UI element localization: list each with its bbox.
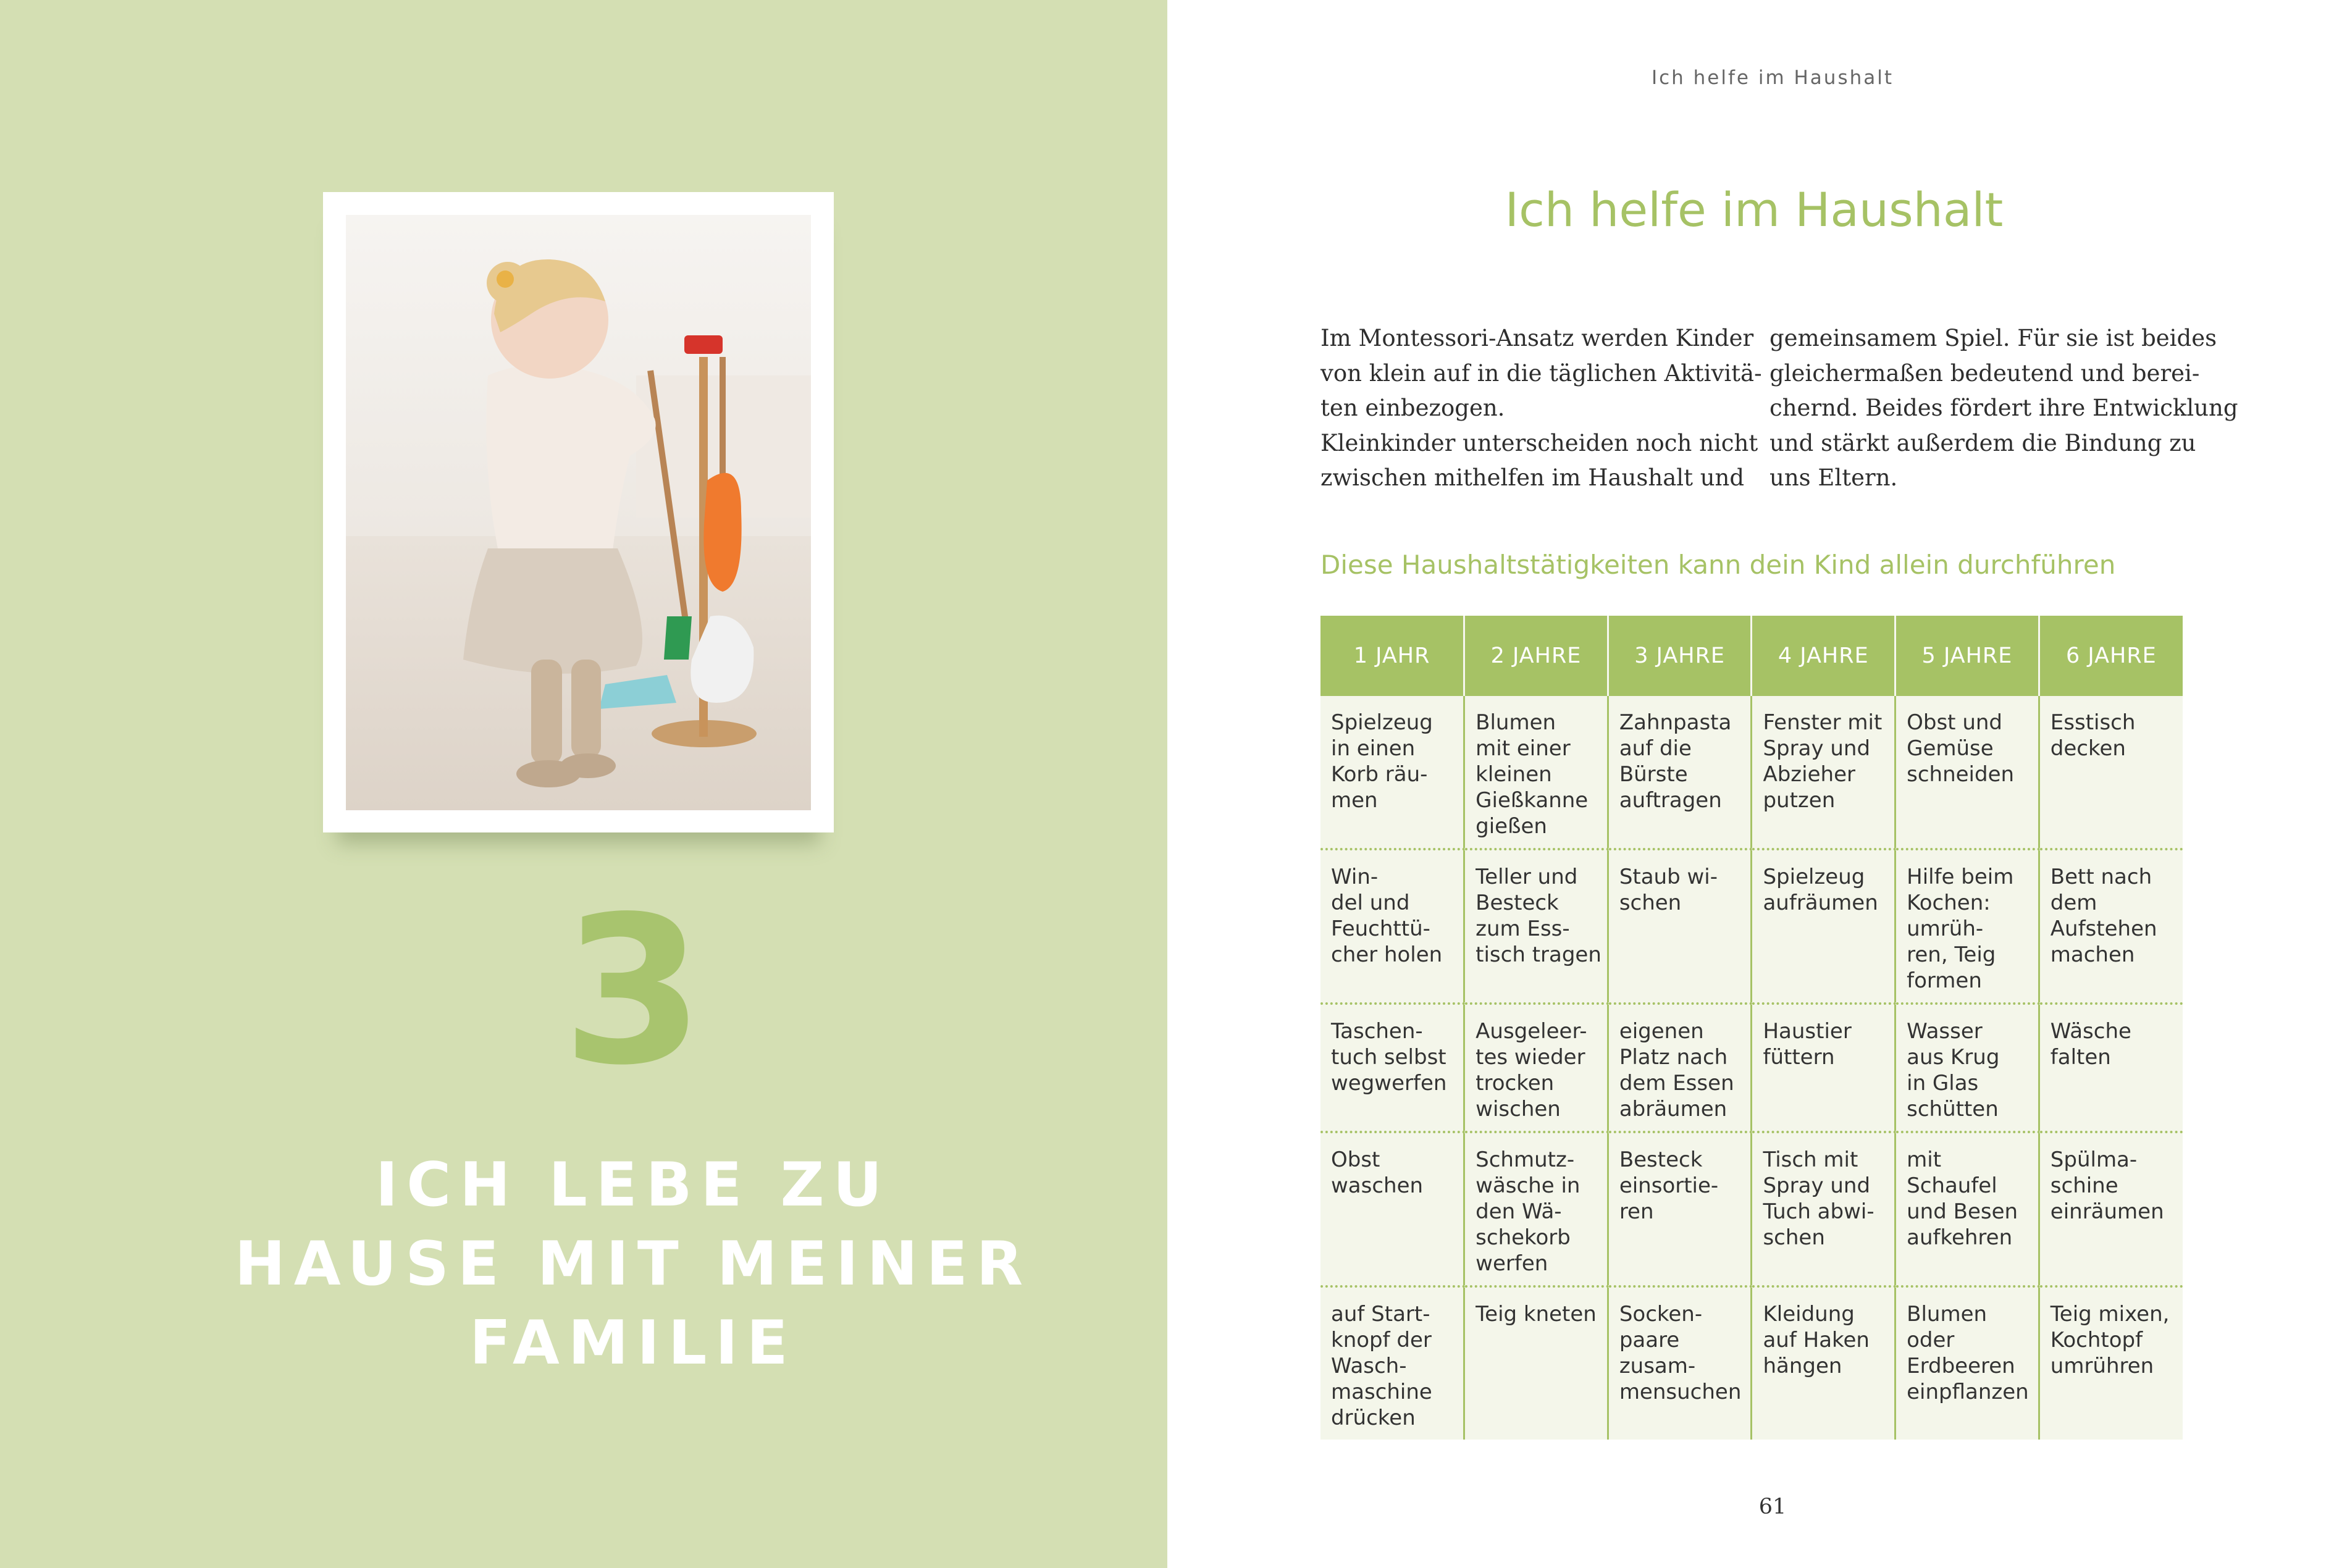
cell-line: zum Ess- (1476, 916, 1570, 941)
cell-line: Kleidung (1763, 1302, 1855, 1327)
page-heading: Ich helfe im Haushalt (1505, 182, 2004, 237)
cell-line: Tisch mit (1763, 1147, 1858, 1172)
table-cell (1320, 696, 1464, 849)
cell-line: drücken (1331, 1406, 1416, 1430)
cell-line: Besteck (1619, 1147, 1703, 1172)
cell-line: Teig mixen, (2050, 1302, 2170, 1327)
table-cell (1464, 1004, 1608, 1132)
cell-line: Spielzeug (1331, 710, 1433, 735)
intro-line: und stärkt außerdem die Bindung zu (1769, 429, 2196, 456)
cell-line: Wasch- (1331, 1354, 1407, 1378)
cell-line: waschen (1331, 1173, 1424, 1198)
cell-line: maschine (1331, 1380, 1432, 1404)
table-cell (1608, 1004, 1752, 1132)
table-cell (1895, 849, 2039, 1004)
cell-line: tes wieder (1476, 1045, 1585, 1070)
cell-line: in einen (1331, 736, 1416, 761)
photo-child-with-cleaning-set (346, 215, 811, 810)
running-head: Ich helfe im Haushalt (1651, 67, 1894, 89)
cell-line: Win- (1331, 865, 1379, 889)
cell-line: werfen (1476, 1251, 1548, 1276)
table-cell (2039, 696, 2183, 849)
cell-line: putzen (1763, 788, 1836, 813)
chapter-number: 3 (562, 873, 704, 1110)
cell-line: knopf der (1331, 1328, 1432, 1352)
cell-line: Haustier (1763, 1019, 1852, 1044)
cell-line: Erdbeeren (1907, 1354, 2015, 1378)
photo-frame (323, 192, 834, 832)
cell-line: paare (1619, 1328, 1680, 1352)
cell-line: Gießkanne (1476, 788, 1589, 813)
cell-line: Obst (1331, 1147, 1380, 1172)
table-cell (1320, 1286, 1464, 1440)
cell-line: Ausgeleer- (1476, 1019, 1587, 1044)
cell-line: schen (1619, 891, 1682, 915)
intro-text-column-1 (1320, 321, 1762, 496)
cell-line: decken (2050, 736, 2126, 761)
cell-line: zusam- (1619, 1354, 1696, 1378)
table-cell (1608, 1286, 1752, 1440)
cell-line: Socken- (1619, 1302, 1703, 1327)
table-header-row (1320, 616, 2183, 696)
cell-line: Zahnpasta (1619, 710, 1732, 735)
cell-line: abräumen (1619, 1097, 1727, 1121)
column-header: 3 JAHRE (1608, 616, 1752, 696)
cell-line: auf Haken (1763, 1328, 1870, 1352)
table-cell (1752, 1286, 1895, 1440)
cell-line: Fenster mit (1763, 710, 1883, 735)
cell-line: eigenen (1619, 1019, 1704, 1044)
cell-line: Kochen: (1907, 891, 1991, 915)
table-cell (1464, 696, 1608, 849)
cell-line: auf die (1619, 736, 1692, 761)
cell-line: Gemüse (1907, 736, 1994, 761)
table-row (1320, 696, 2183, 849)
page-number: 61 (1758, 1495, 1787, 1519)
table-cell (1608, 1132, 1752, 1286)
cell-line: Spielzeug (1763, 865, 1865, 889)
intro-line: gleichermaßen bedeutend und berei- (1769, 359, 2200, 387)
cell-line: Spray und (1763, 1173, 1871, 1198)
chapter-title-line: HAUSE MIT MEINER (234, 1229, 1032, 1299)
table-cell (1752, 696, 1895, 849)
cell-line: mensuchen (1619, 1380, 1742, 1404)
cell-line: Platz nach (1619, 1045, 1728, 1070)
cell-line: hängen (1763, 1354, 1842, 1378)
cell-line: kleinen (1476, 762, 1552, 787)
table-cell (1608, 849, 1752, 1004)
cell-line: formen (1907, 968, 1982, 993)
cell-line: dem (2050, 891, 2097, 915)
cell-line: aufräumen (1763, 891, 1878, 915)
column-header: 2 JAHRE (1464, 616, 1608, 696)
cell-line: umrühren (2050, 1354, 2154, 1378)
table-cell (1895, 1132, 2039, 1286)
table-cell (1464, 849, 1608, 1004)
cell-line: Staub wi- (1619, 865, 1718, 889)
table-cell (2039, 1286, 2183, 1440)
cell-line: Schaufel (1907, 1173, 1997, 1198)
cell-line: Spray und (1763, 736, 1871, 761)
cell-line: Besteck (1476, 891, 1559, 915)
chapter-title-line: ICH LEBE ZU (375, 1150, 891, 1220)
cell-line: aufkehren (1907, 1225, 2013, 1250)
cell-line: und Besen (1907, 1199, 2018, 1224)
cell-line: Bürste (1619, 762, 1688, 787)
cell-line: Abzieher (1763, 762, 1855, 787)
photo-illustration (346, 215, 811, 810)
cell-line: schekorb (1476, 1225, 1571, 1250)
cell-line: füttern (1763, 1045, 1835, 1070)
cell-line: einsortie- (1619, 1173, 1719, 1198)
cell-line: Obst und (1907, 710, 2003, 735)
cell-line: Tuch abwi- (1763, 1199, 1874, 1224)
cell-line: schine (2050, 1173, 2118, 1198)
column-header: 6 JAHRE (2039, 616, 2183, 696)
cell-line: Hilfe beim (1907, 865, 2014, 889)
intro-line: ten einbezogen. (1320, 395, 1505, 421)
column-header: 5 JAHRE (1895, 616, 2039, 696)
table-cell (1752, 849, 1895, 1004)
cell-line: schen (1763, 1225, 1825, 1250)
column-header: 4 JAHRE (1752, 616, 1895, 696)
cell-line: Esstisch (2050, 710, 2136, 735)
cell-line: auf Start- (1331, 1302, 1430, 1327)
intro-line: uns Eltern. (1769, 464, 1898, 491)
cell-line: wischen (1476, 1097, 1561, 1121)
cell-line: cher holen (1331, 942, 1443, 967)
intro-line: zwischen mithelfen im Haushalt und (1320, 464, 1745, 491)
cell-line: Korb räu- (1331, 762, 1428, 787)
cell-line: aus Krug (1907, 1045, 2000, 1070)
intro-line: chernd. Beides fördert ihre Entwicklung (1769, 395, 2238, 421)
cell-line: Aufstehen (2050, 916, 2157, 941)
cell-line: ren, Teig (1907, 942, 1996, 967)
cell-line: wäsche in (1476, 1173, 1580, 1198)
intro-text-column-2 (1769, 321, 2238, 496)
table-cell (2039, 1132, 2183, 1286)
cell-line: mit einer (1476, 736, 1571, 761)
cell-line: dem Essen (1619, 1071, 1734, 1096)
cell-line: Teig kneten (1476, 1302, 1597, 1327)
table-cell (2039, 849, 2183, 1004)
cell-line: Kochtopf (2050, 1328, 2143, 1352)
cell-line: Feuchttü- (1331, 916, 1430, 941)
intro-line: von klein auf in die täglichen Aktivitä- (1320, 359, 1762, 387)
table-cell (1895, 1004, 2039, 1132)
cell-line: Blumen (1907, 1302, 1988, 1327)
cell-line: einpflanzen (1907, 1380, 2029, 1404)
cell-line: tisch tragen (1476, 942, 1601, 967)
cell-line: einräumen (2050, 1199, 2164, 1224)
table-cell (1895, 1286, 2039, 1440)
intro-line: Kleinkinder unterscheiden noch nicht (1320, 429, 1758, 456)
cell-line: gießen (1476, 814, 1547, 839)
intro-line: gemeinsamem Spiel. Für sie ist beides (1769, 325, 2217, 351)
cell-line: den Wä- (1476, 1199, 1562, 1224)
cell-line: mit (1907, 1147, 1942, 1172)
cell-line: Schmutz- (1476, 1147, 1575, 1172)
cell-line: men (1331, 788, 1378, 813)
table-cell (1464, 1132, 1608, 1286)
table-cell (1464, 1286, 1608, 1440)
cell-line: Blumen (1476, 710, 1556, 735)
chapter-title (185, 1146, 1081, 1383)
cell-line: Taschen- (1331, 1019, 1423, 1044)
cell-line: Bett nach (2050, 865, 2152, 889)
cell-line: del und (1331, 891, 1410, 915)
cell-line: oder (1907, 1328, 1955, 1352)
cell-line: schütten (1907, 1097, 1999, 1121)
column-header: 1 JAHR (1320, 616, 1464, 696)
cell-line: Spülma- (2050, 1147, 2138, 1172)
table-cell (1320, 1004, 1464, 1132)
cell-line: machen (2050, 942, 2135, 967)
table-cell (1752, 1132, 1895, 1286)
table-row (1320, 1004, 2183, 1132)
cell-line: Wasser (1907, 1019, 1983, 1044)
table-cell (1320, 1132, 1464, 1286)
cell-line: Teller und (1476, 865, 1578, 889)
table-cell (1608, 696, 1752, 849)
chores-by-age-table (1320, 616, 2183, 1440)
cell-line: auftragen (1619, 788, 1722, 813)
table-row (1320, 849, 2183, 1004)
cell-line: umrüh- (1907, 916, 1984, 941)
cell-line: tuch selbst (1331, 1045, 1446, 1070)
intro-line: Im Montessori-Ansatz werden Kinder (1320, 325, 1754, 351)
cell-line: falten (2050, 1045, 2111, 1070)
table-row (1320, 1132, 2183, 1286)
cell-line: ren (1619, 1199, 1654, 1224)
cell-line: in Glas (1907, 1071, 1979, 1096)
table-cell (2039, 1004, 2183, 1132)
chapter-title-line: FAMILIE (469, 1308, 797, 1378)
cell-line: wegwerfen (1331, 1071, 1447, 1096)
table-caption: Diese Haushaltstätigkeiten kann dein Kind allein durchführen (1320, 550, 2116, 580)
table-cell (1320, 849, 1464, 1004)
table-row (1320, 1286, 2183, 1440)
table-body (1320, 696, 2183, 1440)
table-cell (1895, 696, 2039, 849)
cell-line: trocken (1476, 1071, 1555, 1096)
cell-line: schneiden (1907, 762, 2015, 787)
cell-line: Wäsche (2050, 1019, 2131, 1044)
table-cell (1752, 1004, 1895, 1132)
